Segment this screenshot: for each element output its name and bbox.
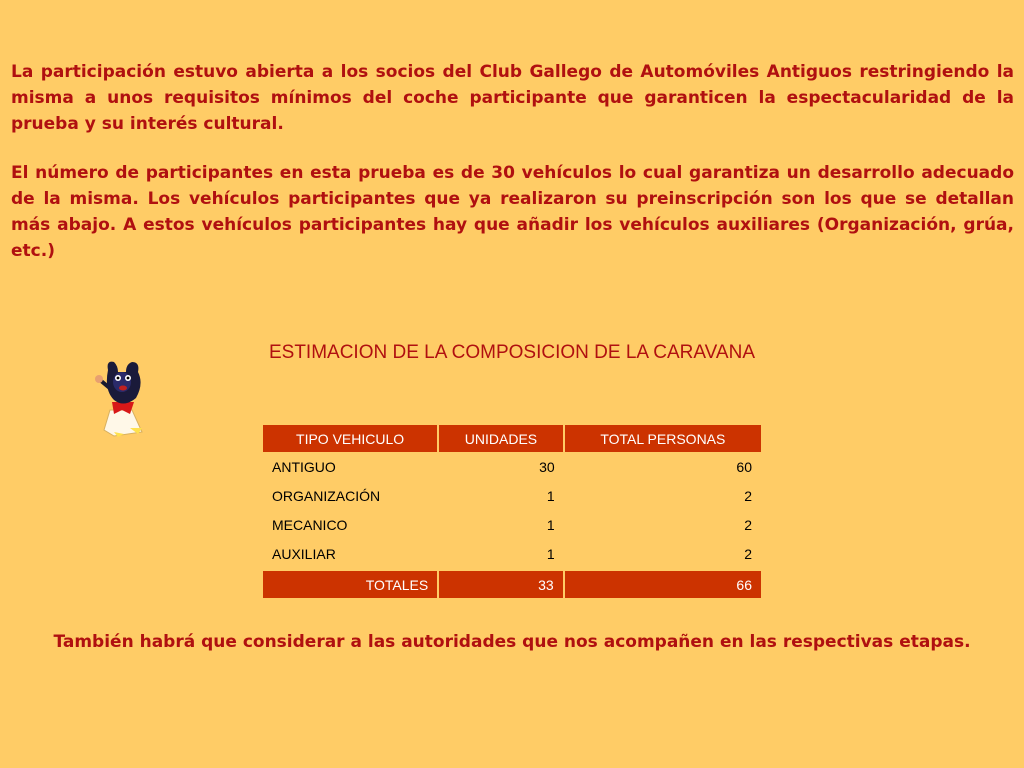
cell-personas: 2 bbox=[744, 487, 752, 504]
table-row bbox=[263, 539, 761, 568]
table-row bbox=[263, 481, 761, 510]
caravan-composition-table bbox=[263, 425, 761, 598]
cell-personas: 2 bbox=[744, 545, 752, 562]
table-row bbox=[263, 452, 761, 481]
cell-tipo: AUXILIAR bbox=[272, 545, 336, 562]
cell-unidades: 30 bbox=[539, 458, 555, 475]
totals-label: TOTALES bbox=[263, 571, 438, 598]
cell-unidades: 1 bbox=[546, 545, 555, 562]
cell-tipo: ORGANIZACIÓN bbox=[272, 487, 381, 504]
header-tipo-vehiculo: TIPO VEHICULO bbox=[263, 425, 438, 452]
authorities-note: También habrá que considerar a las autoridades que nos acompañen en las respectivas etapas. bbox=[53, 632, 971, 652]
section-title: ESTIMACION DE LA COMPOSICION DE LA CARAVANA bbox=[268, 342, 755, 363]
table-row bbox=[263, 510, 761, 539]
header-unidades: UNIDADES bbox=[438, 425, 564, 452]
cell-personas: 2 bbox=[744, 516, 752, 533]
cell-tipo: MECANICO bbox=[272, 516, 348, 533]
cell-unidades: 1 bbox=[546, 487, 555, 504]
header-total-personas: TOTAL PERSONAS bbox=[564, 425, 761, 452]
table-header-row bbox=[263, 425, 761, 452]
totals-unidades: 33 bbox=[438, 571, 564, 598]
totals-row bbox=[263, 571, 761, 598]
mascot-cartoon-icon bbox=[92, 358, 152, 438]
cell-personas: 60 bbox=[736, 458, 752, 475]
intro-paragraph: La participación estuvo abierta a los socios del Club Gallego de Automóviles Antiguos restringiendo la misma a unos requisitos mínimos del coche participante que garanticen la espectacularidad de la prueba y su interés cultural. bbox=[11, 62, 1014, 134]
cell-unidades: 1 bbox=[546, 516, 555, 533]
participants-paragraph: El número de participantes en esta prueba es de 30 vehículos lo cual garantiza un desarrollo adecuado de la misma. Los vehículos participantes que ya realizaron su preinscripción son los que se detallan más abajo. A estos vehículos participantes hay que añadir los vehículos auxiliares (Organización, grúa, etc.) bbox=[11, 163, 1014, 261]
totals-personas: 66 bbox=[564, 571, 761, 598]
cell-tipo: ANTIGUO bbox=[272, 458, 336, 475]
